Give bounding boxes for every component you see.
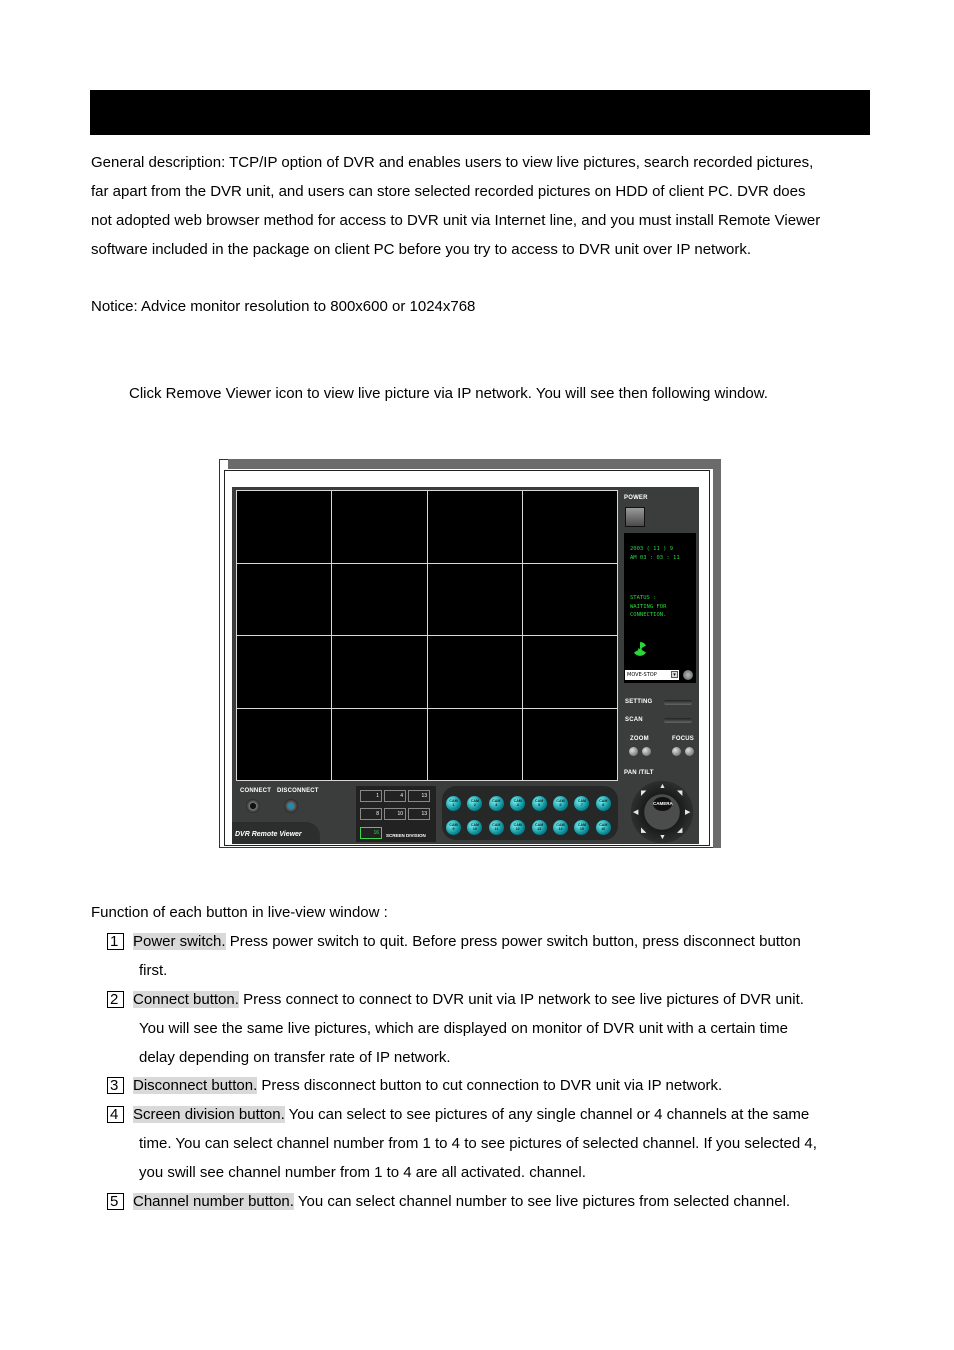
- general-line-1: General description: TCP/IP option of DVR and enables users to view live pictures, search recorded pictures,: [91, 154, 814, 171]
- cam-button[interactable]: [467, 820, 482, 835]
- cam-button-number: 13: [537, 827, 542, 832]
- item-text: Press disconnect button to cut connection to DVR unit via IP network.: [257, 1077, 723, 1094]
- scan-button[interactable]: [664, 718, 692, 723]
- camera-tile[interactable]: [523, 564, 617, 636]
- cam-button-label: CAM: [492, 823, 501, 827]
- camera-tile[interactable]: [523, 709, 617, 781]
- arrow-down-left-icon[interactable]: ◣: [641, 827, 647, 834]
- camera-tile[interactable]: [428, 564, 522, 636]
- section-header-bar: [90, 90, 870, 135]
- status-line-2: CONNECTION.: [630, 612, 667, 618]
- viewer-window-titlebar: [228, 459, 721, 469]
- cam-button-label: CAM: [513, 823, 522, 827]
- arrow-up-left-icon[interactable]: ◤: [641, 790, 647, 797]
- cam-button-label: CAM: [556, 823, 565, 827]
- cam-button-label: CAM: [449, 823, 458, 827]
- focus-far-button[interactable]: [685, 747, 694, 756]
- radiation-icon: [632, 641, 648, 657]
- scan-label: SCAN: [625, 717, 643, 723]
- cam-button-label: CAM: [577, 799, 586, 803]
- camera-tile[interactable]: [523, 636, 617, 708]
- division-1-button[interactable]: 1: [360, 790, 382, 802]
- power-label: POWER: [624, 495, 648, 501]
- cam-button-label: CAM: [470, 823, 479, 827]
- cam-button[interactable]: [553, 796, 568, 811]
- cam-button-number: 14: [558, 827, 563, 832]
- function-item-1: [133, 927, 801, 956]
- cam-button-number: 16: [601, 827, 606, 832]
- camera-grid: [236, 490, 618, 781]
- camera-tile[interactable]: [332, 709, 426, 781]
- status-screen: [624, 533, 696, 683]
- cam-button[interactable]: [489, 796, 504, 811]
- item-number: 2: [107, 991, 124, 1008]
- camera-tile[interactable]: [237, 491, 331, 563]
- item-title: Screen division button.: [133, 1106, 285, 1123]
- camera-tile[interactable]: [332, 564, 426, 636]
- time-readout: AM 03 : 03 : 11: [630, 555, 680, 561]
- cam-button[interactable]: [467, 796, 482, 811]
- cam-button[interactable]: [596, 796, 611, 811]
- cam-button[interactable]: [532, 796, 547, 811]
- connect-button[interactable]: [246, 799, 260, 813]
- arrow-down-right-icon[interactable]: ◢: [677, 827, 683, 834]
- item-continuation: time. You can select channel number from 1 to 4 to see pictures of selected channel. If you selected 4,: [139, 1135, 817, 1152]
- function-item-3: [133, 1071, 722, 1100]
- cam-button[interactable]: [553, 820, 568, 835]
- item-continuation: first.: [139, 962, 168, 979]
- focus-near-button[interactable]: [672, 747, 681, 756]
- item-continuation: you swill see channel number from 1 to 4 are all activated. channel.: [139, 1164, 586, 1181]
- chevron-down-icon[interactable]: ▾: [671, 671, 678, 678]
- move-select[interactable]: [625, 670, 679, 680]
- division-13-button[interactable]: 13: [408, 790, 430, 802]
- function-item-2: [133, 985, 804, 1014]
- cam-button-number: 3: [495, 803, 498, 808]
- camera-tile[interactable]: [428, 636, 522, 708]
- disconnect-button[interactable]: [284, 799, 298, 813]
- item-continuation: You will see the same live pictures, which are displayed on monitor of DVR unit with a certain time: [139, 1020, 788, 1037]
- division-16-button[interactable]: 16: [360, 827, 382, 839]
- division-8-button[interactable]: 8: [360, 808, 382, 820]
- click-instruction: Click Remove Viewer icon to view live picture via IP network. You will see then following window.: [129, 385, 768, 402]
- division-10-button[interactable]: 10: [384, 808, 406, 820]
- cam-button[interactable]: [574, 796, 589, 811]
- function-item-4: [133, 1100, 809, 1129]
- division-13b-button[interactable]: 13: [408, 808, 430, 820]
- cam-button[interactable]: [532, 820, 547, 835]
- cam-button-number: 6: [559, 803, 562, 808]
- cam-button-number: 8: [602, 803, 605, 808]
- general-description: [91, 148, 881, 264]
- camera-tile[interactable]: [237, 564, 331, 636]
- general-line-4: software included in the package on client PC before you try to access to DVR unit over IP network.: [91, 241, 752, 258]
- screen-division-label: SCREEN DIVISION: [386, 833, 426, 838]
- cam-button[interactable]: [446, 796, 461, 811]
- camera-tile[interactable]: [237, 636, 331, 708]
- app-brand: DVR Remote Viewer: [235, 831, 302, 838]
- item-text: Press power switch to quit. Before press power switch button, press disconnect button: [225, 933, 801, 950]
- channel-button-panel: [442, 786, 618, 840]
- item-title: Disconnect button.: [133, 1077, 258, 1094]
- move-select-value: MOVE-STOP: [627, 672, 657, 678]
- cam-button-number: 2: [473, 803, 476, 808]
- viewer-window-edge: [713, 459, 721, 848]
- zoom-label: ZOOM: [630, 736, 649, 742]
- cam-button-label: CAM: [535, 799, 544, 803]
- arrow-left-icon[interactable]: ◀: [633, 809, 639, 816]
- cam-button-number: 15: [579, 827, 584, 832]
- camera-tile[interactable]: [332, 491, 426, 563]
- item-number: 5: [107, 1193, 124, 1210]
- cam-button-label: CAM: [513, 799, 522, 803]
- cam-button[interactable]: [596, 820, 611, 835]
- function-item-5: [133, 1187, 790, 1216]
- screen-division-panel: [356, 786, 436, 842]
- arrow-up-right-icon[interactable]: ◥: [677, 790, 683, 797]
- cam-button-label: CAM: [599, 823, 608, 827]
- cam-button-label: CAM: [556, 799, 565, 803]
- cam-button-label: CAM: [535, 823, 544, 827]
- cam-button-number: 4: [516, 803, 519, 808]
- zoom-out-button[interactable]: [629, 747, 638, 756]
- bottom-control-panel: [232, 782, 622, 844]
- cam-button-label: CAM: [492, 799, 501, 803]
- item-number: 1: [107, 933, 124, 950]
- cam-button-number: 12: [515, 827, 520, 832]
- item-continuation: delay depending on transfer rate of IP network.: [139, 1049, 451, 1066]
- item-title: Power switch.: [133, 933, 226, 950]
- cam-button-number: 11: [494, 827, 499, 832]
- pan-tilt-label: PAN /TILT: [624, 770, 654, 776]
- cam-button-number: 10: [472, 827, 477, 832]
- camera-center-button[interactable]: CAMERA: [653, 797, 672, 811]
- pan-tilt-control[interactable]: [631, 781, 693, 843]
- arrow-up-icon[interactable]: ▲: [659, 783, 666, 790]
- item-text: Press connect to connect to DVR unit via IP network to see live pictures of DVR unit.: [238, 991, 804, 1008]
- general-line-3: not adopted web browser method for access to DVR unit via Internet line, and you must install Remote Viewer: [91, 212, 821, 229]
- focus-label: FOCUS: [672, 736, 694, 742]
- cam-button-label: CAM: [449, 799, 458, 803]
- remote-viewer-window: [232, 487, 699, 844]
- arrow-down-icon[interactable]: ▼: [659, 834, 666, 841]
- cam-button-number: 9: [452, 827, 455, 832]
- item-title: Channel number button.: [133, 1193, 294, 1210]
- disconnect-label: DISCONNECT: [277, 788, 319, 794]
- general-line-2: far apart from the DVR unit, and users can store selected recorded pictures on HDD of client PC. DVR does: [91, 183, 806, 200]
- item-text: You can select channel number to see live pictures from selected channel.: [293, 1193, 791, 1210]
- arrow-right-icon[interactable]: ▶: [685, 809, 691, 816]
- division-4-button[interactable]: 4: [384, 790, 406, 802]
- cam-button[interactable]: [574, 820, 589, 835]
- cam-button[interactable]: [489, 820, 504, 835]
- cam-button[interactable]: [510, 796, 525, 811]
- camera-tile[interactable]: [428, 709, 522, 781]
- camera-tile[interactable]: [332, 636, 426, 708]
- setting-label: SETTING: [625, 699, 653, 705]
- cam-button-label: CAM: [599, 799, 608, 803]
- item-text: You can select to see pictures of any single channel or 4 channels at the same: [284, 1106, 810, 1123]
- status-line-1: WAITING FOR: [630, 604, 667, 610]
- cam-button-label: CAM: [470, 799, 479, 803]
- camera-tile[interactable]: [428, 491, 522, 563]
- cam-button-number: 1: [452, 803, 455, 808]
- item-number: 3: [107, 1077, 124, 1094]
- date-readout: 2003 ( 11 ) 9: [630, 546, 674, 552]
- cam-button-number: 5: [538, 803, 541, 808]
- power-button[interactable]: [625, 507, 645, 527]
- camera-tile[interactable]: [237, 709, 331, 781]
- connect-label: CONNECT: [240, 788, 272, 794]
- item-number: 4: [107, 1106, 124, 1123]
- control-sidebar: [622, 489, 699, 844]
- item-title: Connect button.: [133, 991, 239, 1008]
- camera-tile[interactable]: [523, 491, 617, 563]
- setting-button[interactable]: [664, 700, 692, 705]
- cam-button-label: CAM: [577, 823, 586, 827]
- function-heading: Function of each button in live-view window :: [91, 904, 388, 921]
- cam-button[interactable]: [510, 820, 525, 835]
- status-label: STATUS :: [630, 595, 657, 601]
- cam-button[interactable]: [446, 820, 461, 835]
- move-go-button[interactable]: [683, 670, 693, 680]
- notice-text: Notice: Advice monitor resolution to 800x600 or 1024x768: [91, 298, 476, 315]
- zoom-in-button[interactable]: [642, 747, 651, 756]
- cam-button-number: 7: [580, 803, 583, 808]
